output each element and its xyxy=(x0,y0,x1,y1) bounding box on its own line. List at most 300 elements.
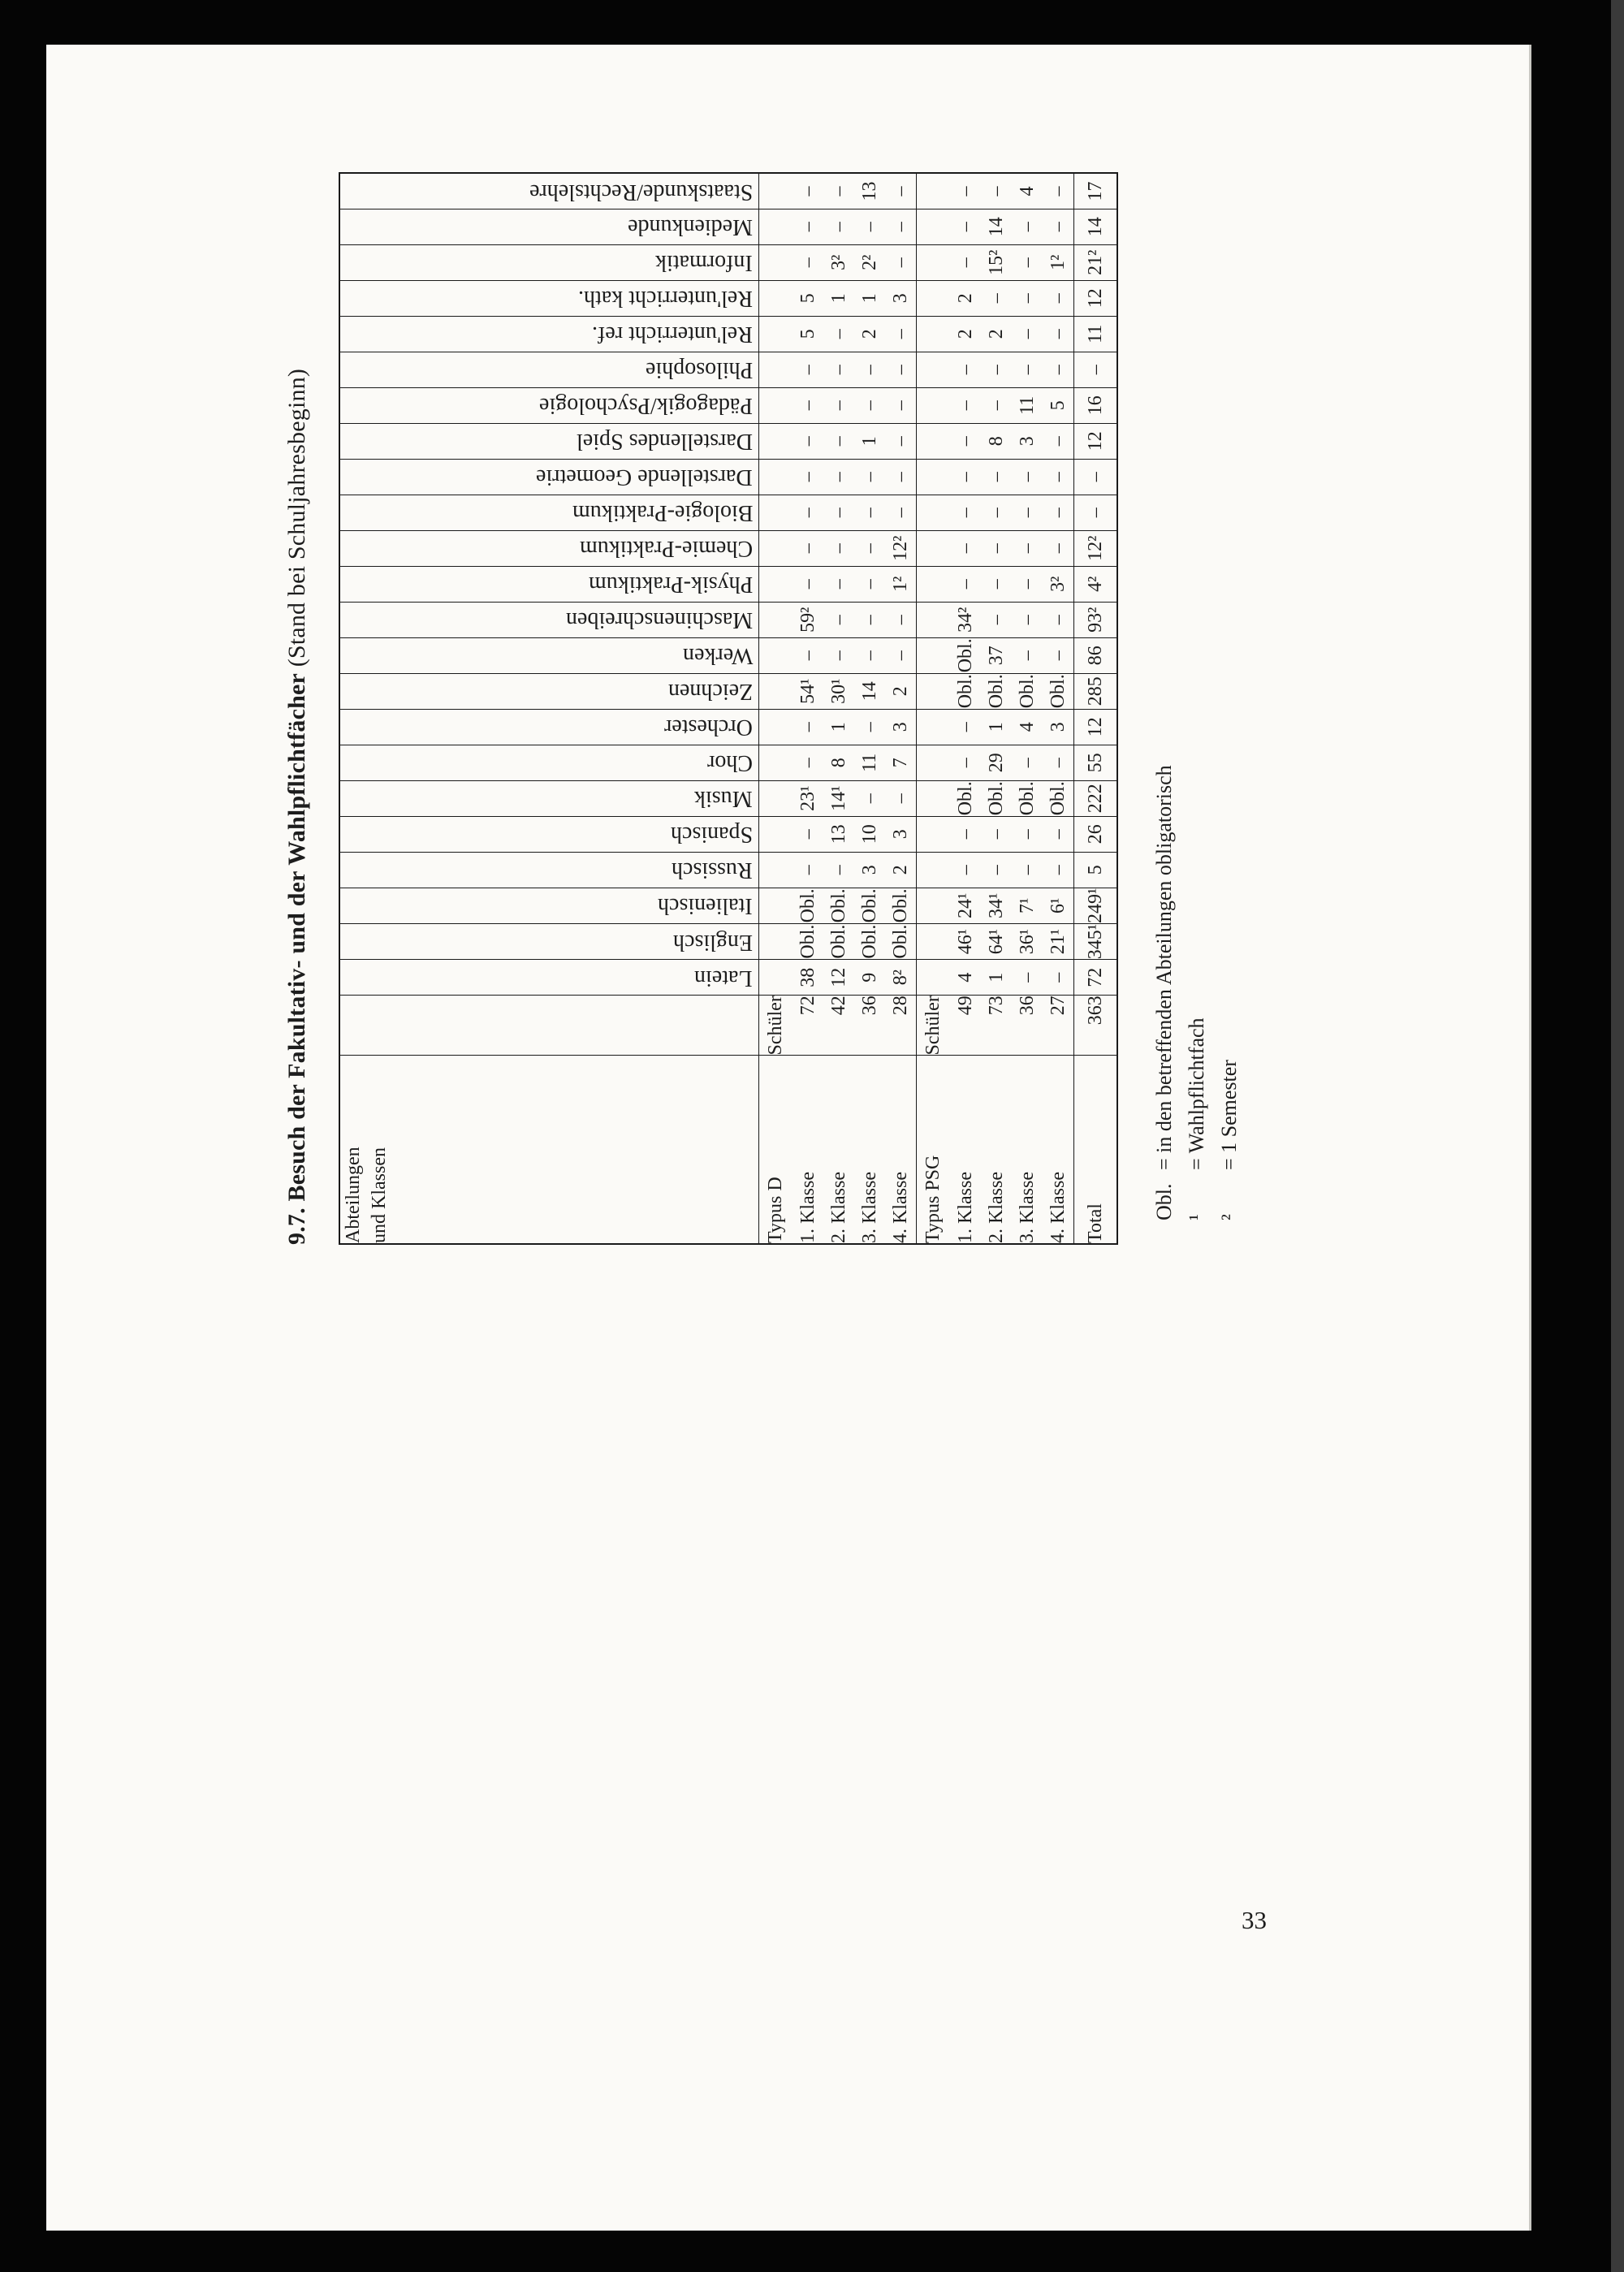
value-italienisch xyxy=(759,888,793,923)
column-header-label: Darstellende Geometrie xyxy=(536,464,753,490)
value-rel-unterricht-kath: 1 xyxy=(854,280,885,316)
value-maschinenschreiben xyxy=(759,602,793,637)
row-label: 2. Klasse xyxy=(823,1056,854,1244)
value-chemie-praktikum: – xyxy=(793,530,823,566)
value-russisch: 5 xyxy=(1074,852,1118,888)
value-philosophie: – xyxy=(1012,352,1043,387)
value-werken: – xyxy=(885,637,917,673)
value-musik: Obl. xyxy=(1012,780,1043,816)
value-darstellende-geometrie: – xyxy=(1074,459,1118,495)
value-biologie-praktikum: – xyxy=(885,495,917,530)
value-musik: 23¹ xyxy=(793,780,823,816)
schueler-header-cell xyxy=(339,996,759,1056)
value-orchester xyxy=(759,709,793,745)
table-body xyxy=(759,173,1118,1244)
value-orchester: 12 xyxy=(1074,709,1118,745)
column-header-zeichnen xyxy=(339,673,759,709)
value-physik-praktikum: – xyxy=(1012,566,1043,602)
column-header-label: Musik xyxy=(694,786,753,812)
value-chor: – xyxy=(950,745,981,780)
value-werken: – xyxy=(793,637,823,673)
value-p-dagogik-psychologie: 5 xyxy=(1043,387,1074,423)
value-chemie-praktikum: – xyxy=(823,530,854,566)
column-header-label: Latein xyxy=(694,965,753,991)
value-musik: Obl. xyxy=(950,780,981,816)
value-italienisch: Obl. xyxy=(823,888,854,923)
value-chemie-praktikum: – xyxy=(981,530,1012,566)
value-chemie-praktikum: – xyxy=(1043,530,1074,566)
value-biologie-praktikum: – xyxy=(950,495,981,530)
value-physik-praktikum: – xyxy=(823,566,854,602)
value-orchester: – xyxy=(950,709,981,745)
value-werken: Obl. xyxy=(950,637,981,673)
value-darstellende-geometrie: – xyxy=(854,459,885,495)
value-italienisch: 24¹ xyxy=(950,888,981,923)
value-chemie-praktikum xyxy=(917,530,951,566)
value-rel-unterricht-kath: – xyxy=(1043,280,1074,316)
value-spanisch xyxy=(917,816,951,852)
value-werken: – xyxy=(823,637,854,673)
value-latein: 12 xyxy=(823,960,854,996)
value-darstellendes-spiel: – xyxy=(1043,423,1074,459)
schueler-value: 73 xyxy=(981,996,1012,1056)
value-englisch: Obl. xyxy=(854,923,885,959)
value-chor: 11 xyxy=(854,745,885,780)
column-header-italienisch xyxy=(339,888,759,923)
schueler-value: 36 xyxy=(1012,996,1043,1056)
schueler-value: Schüler xyxy=(759,996,793,1056)
value-chor xyxy=(917,745,951,780)
value-zeichnen: 285 xyxy=(1074,673,1118,709)
value-italienisch: 249¹ xyxy=(1074,888,1118,923)
value-darstellendes-spiel: – xyxy=(885,423,917,459)
value-spanisch: – xyxy=(1043,816,1074,852)
value-russisch: – xyxy=(823,852,854,888)
column-header-chor xyxy=(339,745,759,780)
value-darstellendes-spiel: – xyxy=(793,423,823,459)
value-orchester: – xyxy=(854,709,885,745)
subjects-enrollment-table xyxy=(339,172,1118,1245)
value-darstellende-geometrie: – xyxy=(1043,459,1074,495)
column-header-label: Staatskunde/Rechtslehre xyxy=(529,179,753,205)
value-russisch xyxy=(917,852,951,888)
value-orchester xyxy=(917,709,951,745)
value-italienisch: 6¹ xyxy=(1043,888,1074,923)
value-musik: – xyxy=(854,780,885,816)
value-rel-unterricht-kath: 12 xyxy=(1074,280,1118,316)
value-zeichnen: 14 xyxy=(854,673,885,709)
column-header-p-dagogik-psychologie xyxy=(339,387,759,423)
column-header-label: Biologie-Praktikum xyxy=(572,500,753,526)
row-label: Typus D xyxy=(759,1056,793,1244)
value-staatskunde-rechtslehre: – xyxy=(885,173,917,209)
column-header-musik xyxy=(339,780,759,816)
value-rel-unterricht-ref: 2 xyxy=(950,316,981,352)
value-zeichnen xyxy=(759,673,793,709)
value-chor: – xyxy=(793,745,823,780)
value-informatik: – xyxy=(1012,244,1043,280)
value-spanisch: – xyxy=(793,816,823,852)
column-header-label: Zeichnen xyxy=(667,679,753,705)
value-rel-unterricht-ref xyxy=(759,316,793,352)
value-medienkunde: – xyxy=(950,209,981,244)
value-englisch: Obl. xyxy=(823,923,854,959)
value-philosophie xyxy=(759,352,793,387)
value-spanisch: 3 xyxy=(885,816,917,852)
value-physik-praktikum: – xyxy=(793,566,823,602)
value-medienkunde: 14 xyxy=(981,209,1012,244)
value-physik-praktikum xyxy=(917,566,951,602)
value-biologie-praktikum: – xyxy=(1012,495,1043,530)
value-russisch xyxy=(759,852,793,888)
rotated-landscape-content xyxy=(283,161,1302,1245)
column-header-medienkunde xyxy=(339,209,759,244)
column-header-darstellendes-spiel xyxy=(339,423,759,459)
table-row-total-10 xyxy=(1074,173,1118,1244)
value-maschinenschreiben: 93² xyxy=(1074,602,1118,637)
value-rel-unterricht-ref: 11 xyxy=(1074,316,1118,352)
value-informatik: 3² xyxy=(823,244,854,280)
value-werken: 37 xyxy=(981,637,1012,673)
value-musik: 14¹ xyxy=(823,780,854,816)
value-spanisch: 13 xyxy=(823,816,854,852)
value-orchester: – xyxy=(793,709,823,745)
value-p-dagogik-psychologie: 11 xyxy=(1012,387,1043,423)
value-darstellendes-spiel: – xyxy=(950,423,981,459)
value-medienkunde: – xyxy=(793,209,823,244)
column-header-chemie-praktikum xyxy=(339,530,759,566)
value-englisch: Obl. xyxy=(885,923,917,959)
schueler-value: 28 xyxy=(885,996,917,1056)
table-row-2-klasse-7 xyxy=(981,173,1012,1244)
column-header-label: Russisch xyxy=(672,857,753,883)
value-chemie-praktikum: – xyxy=(854,530,885,566)
value-italienisch: Obl. xyxy=(793,888,823,923)
value-russisch: – xyxy=(981,852,1012,888)
column-header-informatik xyxy=(339,244,759,280)
table-row-3-klasse-3 xyxy=(854,173,885,1244)
value-englisch xyxy=(917,923,951,959)
value-maschinenschreiben: – xyxy=(1012,602,1043,637)
column-header-label: Italienisch xyxy=(658,893,753,919)
value-biologie-praktikum: – xyxy=(1074,495,1118,530)
value-zeichnen: 54¹ xyxy=(793,673,823,709)
value-p-dagogik-psychologie xyxy=(917,387,951,423)
value-rel-unterricht-kath: – xyxy=(981,280,1012,316)
header-row xyxy=(339,173,759,1244)
value-latein xyxy=(759,960,793,996)
scanner-edge-strip xyxy=(1611,0,1624,2272)
value-zeichnen xyxy=(917,673,951,709)
value-rel-unterricht-kath: 5 xyxy=(793,280,823,316)
corner-header-line: und Klassen xyxy=(369,1147,391,1243)
footnote-text: = 1 Semester xyxy=(1217,1060,1241,1170)
column-header-label: Rel'unterricht kath. xyxy=(578,286,753,312)
column-header-label: Spanisch xyxy=(670,822,753,848)
value-p-dagogik-psychologie: – xyxy=(793,387,823,423)
value-spanisch: – xyxy=(950,816,981,852)
column-header-label: Werken xyxy=(682,643,753,669)
value-musik xyxy=(759,780,793,816)
value-zeichnen: Obl. xyxy=(1012,673,1043,709)
value-russisch: 3 xyxy=(854,852,885,888)
value-russisch: – xyxy=(793,852,823,888)
row-label: 2. Klasse xyxy=(981,1056,1012,1244)
value-staatskunde-rechtslehre: 4 xyxy=(1012,173,1043,209)
row-label: 3. Klasse xyxy=(1012,1056,1043,1244)
table-row-typus-d-0 xyxy=(759,173,793,1244)
column-header-label: Pädagogik/Psychologie xyxy=(539,393,753,419)
value-medienkunde: – xyxy=(823,209,854,244)
value-rel-unterricht-ref: 5 xyxy=(793,316,823,352)
footnote-marker: ¹ xyxy=(1185,1214,1208,1220)
value-physik-praktikum: – xyxy=(981,566,1012,602)
value-biologie-praktikum xyxy=(917,495,951,530)
value-chemie-praktikum: – xyxy=(1012,530,1043,566)
value-rel-unterricht-kath: 3 xyxy=(885,280,917,316)
value-musik xyxy=(917,780,951,816)
row-label: 1. Klasse xyxy=(793,1056,823,1244)
table-row-2-klasse-2 xyxy=(823,173,854,1244)
value-rel-unterricht-ref: – xyxy=(1043,316,1074,352)
value-maschinenschreiben: – xyxy=(854,602,885,637)
value-russisch: – xyxy=(1043,852,1074,888)
page-number: 33 xyxy=(1242,1906,1267,1934)
value-maschinenschreiben: – xyxy=(885,602,917,637)
value-zeichnen: Obl. xyxy=(1043,673,1074,709)
value-darstellende-geometrie: – xyxy=(1012,459,1043,495)
value-werken: 86 xyxy=(1074,637,1118,673)
value-maschinenschreiben xyxy=(917,602,951,637)
value-spanisch: – xyxy=(1012,816,1043,852)
value-medienkunde: 14 xyxy=(1074,209,1118,244)
value-staatskunde-rechtslehre: – xyxy=(793,173,823,209)
value-werken: – xyxy=(1012,637,1043,673)
table-row-4-klasse-9 xyxy=(1043,173,1074,1244)
value-werken xyxy=(759,637,793,673)
schueler-value: 27 xyxy=(1043,996,1074,1056)
value-chor: 55 xyxy=(1074,745,1118,780)
value-latein: 1 xyxy=(981,960,1012,996)
column-header-werken xyxy=(339,637,759,673)
value-p-dagogik-psychologie: – xyxy=(981,387,1012,423)
value-staatskunde-rechtslehre: – xyxy=(950,173,981,209)
value-p-dagogik-psychologie: – xyxy=(950,387,981,423)
value-informatik: – xyxy=(950,244,981,280)
value-philosophie: – xyxy=(950,352,981,387)
value-latein: 72 xyxy=(1074,960,1118,996)
footnote-line-2 xyxy=(1217,161,1242,1220)
column-header-label: Medienkunde xyxy=(628,214,753,240)
value-staatskunde-rechtslehre: – xyxy=(823,173,854,209)
schueler-value: 36 xyxy=(854,996,885,1056)
value-rel-unterricht-ref: 2 xyxy=(981,316,1012,352)
value-biologie-praktikum: – xyxy=(854,495,885,530)
column-header-staatskunde-rechtslehre xyxy=(339,173,759,209)
value-latein: – xyxy=(1043,960,1074,996)
value-staatskunde-rechtslehre xyxy=(917,173,951,209)
column-header-spanisch xyxy=(339,816,759,852)
value-informatik xyxy=(917,244,951,280)
value-italienisch: Obl. xyxy=(854,888,885,923)
table-row-typus-psg-5 xyxy=(917,173,951,1244)
value-darstellende-geometrie xyxy=(917,459,951,495)
value-staatskunde-rechtslehre: 17 xyxy=(1074,173,1118,209)
value-biologie-praktikum: – xyxy=(823,495,854,530)
value-werken xyxy=(917,637,951,673)
value-medienkunde xyxy=(759,209,793,244)
footnote-marker: ² xyxy=(1217,1214,1241,1220)
schueler-value: 363 xyxy=(1074,996,1118,1056)
value-zeichnen: Obl. xyxy=(950,673,981,709)
column-header-label: Orchester xyxy=(664,715,753,741)
value-informatik xyxy=(759,244,793,280)
value-medienkunde: – xyxy=(1043,209,1074,244)
value-staatskunde-rechtslehre: – xyxy=(1043,173,1074,209)
value-werken: – xyxy=(1043,637,1074,673)
value-p-dagogik-psychologie: – xyxy=(854,387,885,423)
schueler-value: 49 xyxy=(950,996,981,1056)
value-darstellendes-spiel: 8 xyxy=(981,423,1012,459)
value-spanisch xyxy=(759,816,793,852)
column-header-label: Chor xyxy=(707,750,753,776)
value-informatik: – xyxy=(885,244,917,280)
corner-header-line: Abteilungen xyxy=(343,1147,364,1243)
value-biologie-praktikum: – xyxy=(793,495,823,530)
value-biologie-praktikum xyxy=(759,495,793,530)
value-chemie-praktikum: 12² xyxy=(1074,530,1118,566)
value-maschinenschreiben: 34² xyxy=(950,602,981,637)
value-informatik: 1² xyxy=(1043,244,1074,280)
value-latein: 38 xyxy=(793,960,823,996)
value-englisch xyxy=(759,923,793,959)
value-zeichnen: 2 xyxy=(885,673,917,709)
row-label: 1. Klasse xyxy=(950,1056,981,1244)
table-row-3-klasse-8 xyxy=(1012,173,1043,1244)
column-header-label: Darstellendes Spiel xyxy=(577,429,753,455)
value-musik: – xyxy=(885,780,917,816)
value-werken: – xyxy=(854,637,885,673)
section-title-subtitle: (Stand bei Schuljahresbeginn) xyxy=(283,368,310,673)
value-medienkunde: – xyxy=(854,209,885,244)
value-italienisch: 7¹ xyxy=(1012,888,1043,923)
value-darstellende-geometrie xyxy=(759,459,793,495)
value-englisch: 64¹ xyxy=(981,923,1012,959)
value-rel-unterricht-ref: – xyxy=(885,316,917,352)
value-zeichnen: Obl. xyxy=(981,673,1012,709)
column-header-label: Philosophie xyxy=(645,357,753,383)
value-italienisch: Obl. xyxy=(885,888,917,923)
value-latein: 4 xyxy=(950,960,981,996)
column-header-rel-unterricht-ref xyxy=(339,316,759,352)
value-musik: 222 xyxy=(1074,780,1118,816)
value-rel-unterricht-kath xyxy=(759,280,793,316)
value-englisch: 21¹ xyxy=(1043,923,1074,959)
column-header-biologie-praktikum xyxy=(339,495,759,530)
value-physik-praktikum: – xyxy=(950,566,981,602)
schueler-value: 72 xyxy=(793,996,823,1056)
value-maschinenschreiben: 59² xyxy=(793,602,823,637)
corner-header xyxy=(339,1056,759,1244)
value-chor xyxy=(759,745,793,780)
value-darstellendes-spiel: 3 xyxy=(1012,423,1043,459)
value-philosophie: – xyxy=(854,352,885,387)
row-label: 3. Klasse xyxy=(854,1056,885,1244)
column-header-label: Rel'unterricht ref. xyxy=(592,322,753,348)
value-chor: 8 xyxy=(823,745,854,780)
column-header-russisch xyxy=(339,852,759,888)
value-medienkunde: – xyxy=(885,209,917,244)
value-orchester: 1 xyxy=(981,709,1012,745)
footnote-text: = in den betreffenden Abteilungen obligatorisch xyxy=(1152,765,1176,1170)
value-physik-praktikum: – xyxy=(854,566,885,602)
footnotes xyxy=(1152,161,1242,1220)
value-chemie-praktikum: 12² xyxy=(885,530,917,566)
value-rel-unterricht-ref xyxy=(917,316,951,352)
column-header-philosophie xyxy=(339,352,759,387)
column-header-rel-unterricht-kath xyxy=(339,280,759,316)
value-chemie-praktikum xyxy=(759,530,793,566)
value-medienkunde: – xyxy=(1012,209,1043,244)
column-header-label: Englisch xyxy=(673,929,753,955)
value-darstellendes-spiel xyxy=(917,423,951,459)
row-label: 4. Klasse xyxy=(885,1056,917,1244)
value-rel-unterricht-kath: 1 xyxy=(823,280,854,316)
value-rel-unterricht-kath: – xyxy=(1012,280,1043,316)
value-p-dagogik-psychologie: – xyxy=(885,387,917,423)
document-page xyxy=(46,45,1531,2231)
value-rel-unterricht-kath xyxy=(917,280,951,316)
value-chemie-praktikum: – xyxy=(950,530,981,566)
value-darstellendes-spiel xyxy=(759,423,793,459)
column-header-maschinenschreiben xyxy=(339,602,759,637)
value-p-dagogik-psychologie xyxy=(759,387,793,423)
value-englisch: Obl. xyxy=(793,923,823,959)
value-p-dagogik-psychologie: 16 xyxy=(1074,387,1118,423)
value-musik: Obl. xyxy=(1043,780,1074,816)
value-latein xyxy=(917,960,951,996)
value-staatskunde-rechtslehre xyxy=(759,173,793,209)
value-informatik: 21² xyxy=(1074,244,1118,280)
value-philosophie: – xyxy=(885,352,917,387)
row-label: Typus PSG xyxy=(917,1056,951,1244)
value-darstellende-geometrie: – xyxy=(981,459,1012,495)
value-darstellendes-spiel: 12 xyxy=(1074,423,1118,459)
value-biologie-praktikum: – xyxy=(981,495,1012,530)
value-orchester: 4 xyxy=(1012,709,1043,745)
row-label: Total xyxy=(1074,1056,1118,1244)
section-title-main: 9.7. Besuch der Fakultativ- und der Wahlpflichtfächer xyxy=(283,673,310,1245)
value-spanisch: 10 xyxy=(854,816,885,852)
value-englisch: 36¹ xyxy=(1012,923,1043,959)
column-header-physik-praktikum xyxy=(339,566,759,602)
value-philosophie: – xyxy=(793,352,823,387)
value-philosophie: – xyxy=(1074,352,1118,387)
value-englisch: 46¹ xyxy=(950,923,981,959)
column-header-darstellende-geometrie xyxy=(339,459,759,495)
value-darstellendes-spiel: – xyxy=(823,423,854,459)
value-chor: 7 xyxy=(885,745,917,780)
schueler-value: Schüler xyxy=(917,996,951,1056)
footnote-marker: Obl. xyxy=(1152,1183,1176,1220)
value-chor: – xyxy=(1012,745,1043,780)
value-zeichnen: 30¹ xyxy=(823,673,854,709)
table-row-4-klasse-4 xyxy=(885,173,917,1244)
value-italienisch xyxy=(917,888,951,923)
value-orchester: 1 xyxy=(823,709,854,745)
value-rel-unterricht-kath: 2 xyxy=(950,280,981,316)
column-header-label: Chemie-Praktikum xyxy=(579,536,753,562)
